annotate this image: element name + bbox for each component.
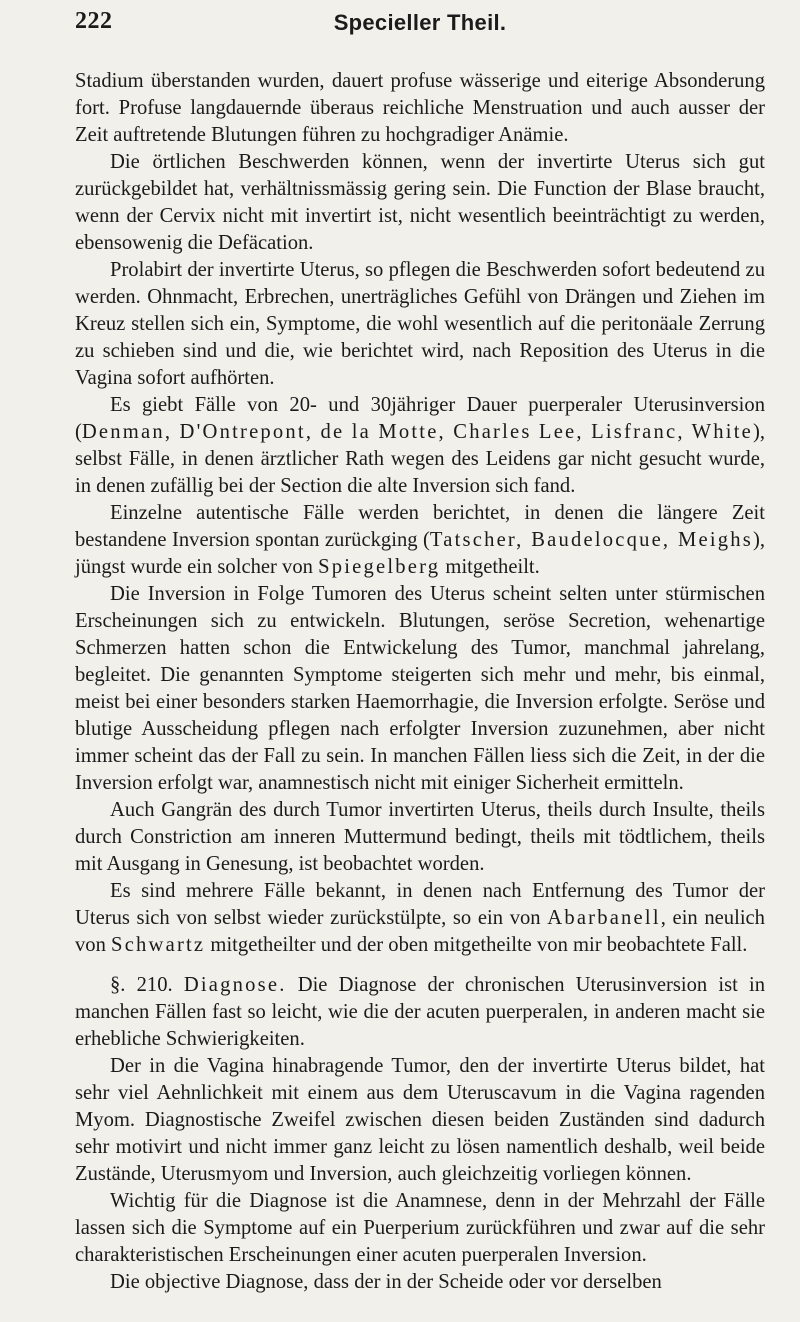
text-run: mitgetheilter und der oben mitgetheilte von mir beobachtete Fall.	[205, 934, 748, 956]
spaced-name: Spiegelberg	[318, 556, 441, 578]
body-text	[75, 68, 765, 1296]
text-run: ), selbst Fälle, in denen ärztlicher Rath wegen des Leidens gar nicht gesucht wurde, in denen zufällig bei der Section die alte Inversion sich fand.	[75, 421, 765, 497]
text-run: Einzelne autentische Fälle werden berichtet, in denen die längere Zeit bestandene Inversion spontan zurückging (	[75, 502, 765, 551]
text-run: Prolabirt der invertirte Uterus, so pflegen die Beschwerden sofort bedeutend zu werden. Ohnmacht, Erbrechen, unerträgliches Gefühl von Drängen und Ziehen im Kreuz stellen sich ein, Symptome, die wohl wesentlich auf die peritonäale Zerrung zu schieben sind und die, wie berichtet wird, nach Reposition des Uterus in die Vagina sofort aufhörten.	[75, 259, 765, 389]
paragraph	[75, 500, 765, 581]
text-run: Die örtlichen Beschwerden können, wenn der invertirte Uterus sich gut zurückgebildet hat, verhältnissmässig gering sein. Die Function der Blase braucht, wenn der Cervix nicht mit invertirt ist, nicht wesentlich beeinträchtigt zu werden, ebensowenig die Defäcation.	[75, 151, 765, 254]
text-run: ), jüngst wurde ein solcher von	[75, 529, 765, 578]
text-run: Die Diagnose der chronischen Uterusinversion ist in manchen Fällen fast so leicht, wie die der acuten puerperalen, in anderen macht sie erhebliche Schwierigkeiten.	[75, 974, 766, 1050]
text-run: , ein neulich von	[75, 907, 765, 956]
spaced-name: Tatscher, Baudelocque, Meighs	[429, 529, 753, 551]
running-title: Specieller Theil.	[333, 10, 507, 35]
text-run: Der in die Vagina hinabragende Tumor, den der invertirte Uterus bildet, hat sehr viel Aehnlichkeit mit einem aus dem Uteruscavum in die Vagina ragenden Myom. Diagnostische Zweifel zwischen diesen beiden Zuständen sind dadurch sehr motivirt und nicht immer ganz leicht zu lösen namentlich deshalb, weil beide Zustände, Uterusmyom und Inversion, auch gleichzeitig vorliegen können.	[75, 1055, 765, 1185]
paragraph	[75, 1053, 765, 1188]
text-run: Es sind mehrere Fälle bekannt, in denen nach Entfernung des Tumor der Uterus sich von selbst wieder zurückstülpte, so ein von	[75, 880, 765, 929]
text-run: Die objective Diagnose, dass der in der Scheide oder vor derselben	[110, 1271, 662, 1293]
spaced-name: Abarbanell	[547, 907, 661, 929]
text-run: Auch Gangrän des durch Tumor invertirten Uterus, theils durch Insulte, theils durch Constriction am inneren Muttermund bedingt, theils mit tödtlichem, theils mit Ausgang in Genesung, ist beobachtet worden.	[75, 799, 765, 875]
paragraph	[75, 149, 765, 257]
spaced-name: Denman, D'Ontrepont, de la Motte, Charles Lee, Lisfranc, White	[81, 421, 753, 443]
text-run: Es giebt Fälle von 20- und 30jähriger Dauer puerperaler Uterusinversion (	[75, 394, 765, 443]
text-run: Stadium überstanden wurden, dauert profuse wässerige und eiterige Absonderung fort. Profuse langdauernde überaus reichliche Menstruation und auch ausser der Zeit auftretende Blutungen führen zu hochgradiger Anämie.	[75, 70, 765, 146]
section-paragraph	[75, 972, 765, 1053]
page-number: 222	[75, 8, 113, 34]
spaced-name: Diagnose.	[183, 974, 287, 996]
text-run: §. 210.	[110, 974, 184, 996]
text-run: Wichtig für die Diagnose ist die Anamnese, denn in der Mehrzahl der Fälle lassen sich die Symptome auf ein Puerperium zurückführen und zwar auf die sehr charakteristischen Erscheinungen einer acuten puerperalen Inversion.	[75, 1190, 765, 1266]
text-run: Die Inversion in Folge Tumoren des Uterus scheint selten unter stürmischen Erscheinungen sich zu entwickeln. Blutungen, seröse Secretion, wehenartige Schmerzen hatten schon die Entwickelung des Tumor, manchmal jahrelang, begleitet. Die genannten Symptome steigerten sich mehr und mehr, bis einmal, meist bei einer besonders starken Haemorrhagie, die Inversion erfolgte. Seröse und blutige Ausscheidung pflegen nach erfolgter Inversion zuzunehmen, aber nicht immer scheint das der Fall zu sein. In manchen Fällen liess sich die Zeit, in der die Inversion erfolgt war, anamnestisch nicht mit einiger Sicherheit ermitteln.	[75, 583, 765, 794]
paragraph	[75, 1188, 765, 1269]
paragraph	[75, 1269, 765, 1296]
spaced-name: Schwartz	[111, 934, 206, 956]
text-run: mitgetheilt.	[440, 556, 540, 578]
paragraph	[75, 392, 765, 500]
paragraph	[75, 797, 765, 878]
paragraph	[75, 68, 765, 149]
paragraph	[75, 878, 765, 959]
running-head	[75, 8, 765, 42]
paragraph	[75, 257, 765, 392]
paragraph	[75, 581, 765, 797]
